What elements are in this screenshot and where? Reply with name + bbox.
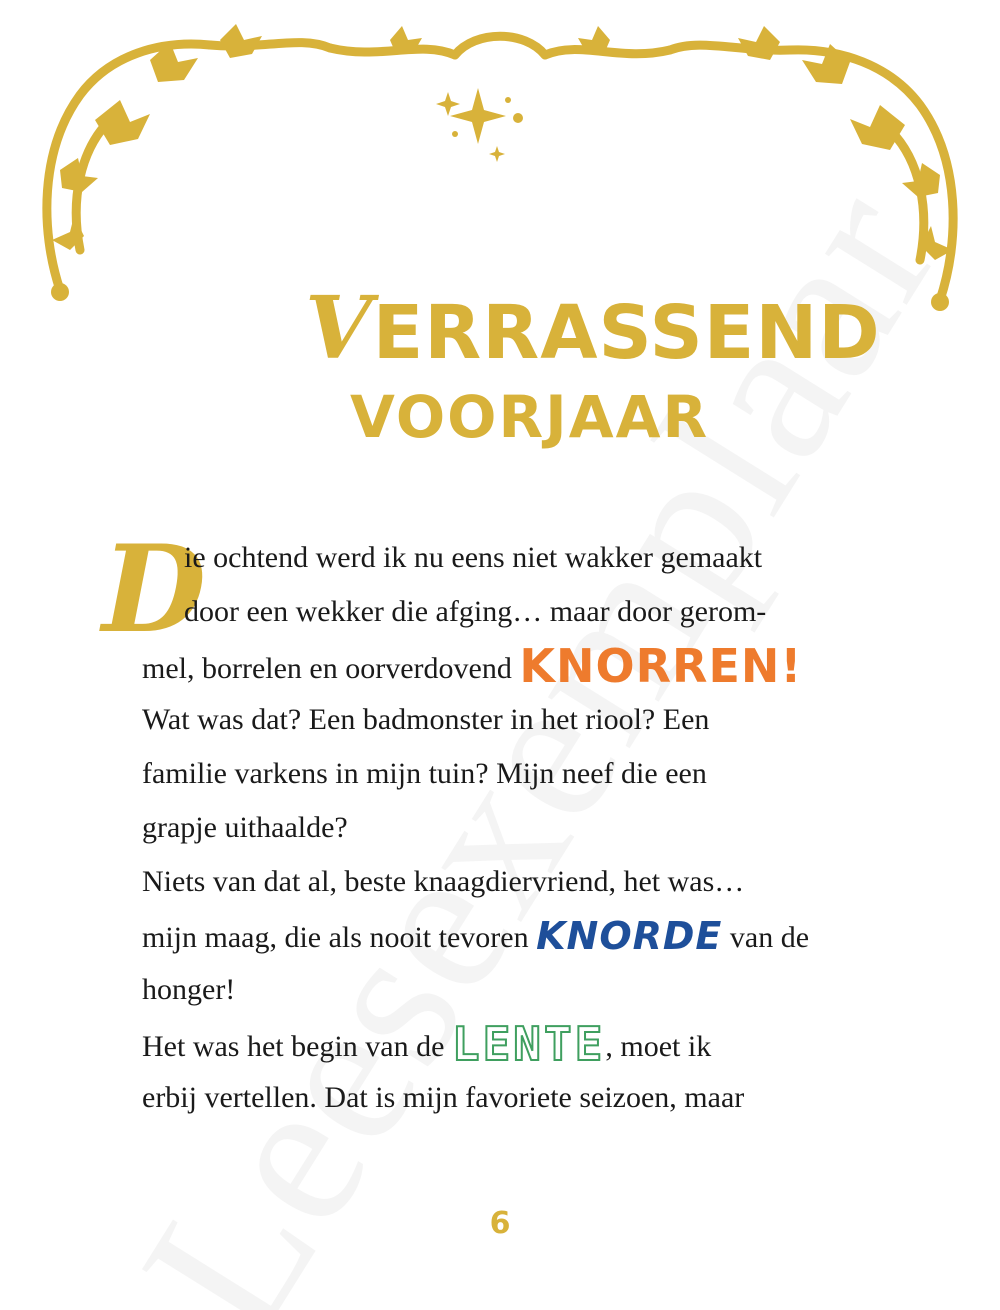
- page-number: 6: [489, 1206, 511, 1241]
- text-segment: van de: [722, 921, 810, 954]
- sound-word-knorde: KNORDE: [536, 914, 723, 958]
- text-line: honger!: [142, 973, 236, 1006]
- text-line: [142, 640, 802, 692]
- text-line: grapje uithaalde?: [142, 811, 348, 844]
- sound-word-knorren: KNORREN!: [519, 639, 803, 693]
- text-line: familie varkens in mijn tuin? Mijn neef die een: [142, 757, 707, 790]
- chapter-title-line-1: [305, 278, 881, 379]
- text-segment: mel, borrelen en oorverdovend: [142, 652, 520, 685]
- text-line: door een wekker die afging… maar door gerom-: [184, 595, 767, 628]
- text-line: [142, 1018, 711, 1070]
- text-line: Wat was dat? Een badmonster in het riool? Een: [142, 703, 710, 736]
- text-line: ie ochtend werd ik nu eens niet wakker gemaakt: [184, 541, 763, 574]
- drop-cap: D: [102, 519, 207, 660]
- text-segment: , moet ik: [605, 1030, 712, 1063]
- text-line: Niets van dat al, beste knaagdiervriend, het was…: [142, 865, 745, 898]
- chapter-title-line-2: VOORJAAR: [350, 383, 710, 451]
- text-segment: mijn maag, die als nooit tevoren: [142, 921, 537, 954]
- text-segment: Het was het begin van de: [142, 1030, 452, 1063]
- text-line: erbij vertellen. Dat is mijn favoriete seizoen, maar: [142, 1081, 745, 1114]
- text-line: [142, 910, 809, 962]
- title-capital: V: [305, 278, 373, 379]
- word-lente: LENTE: [451, 1017, 606, 1071]
- title-rest: ERRASSEND: [372, 290, 881, 376]
